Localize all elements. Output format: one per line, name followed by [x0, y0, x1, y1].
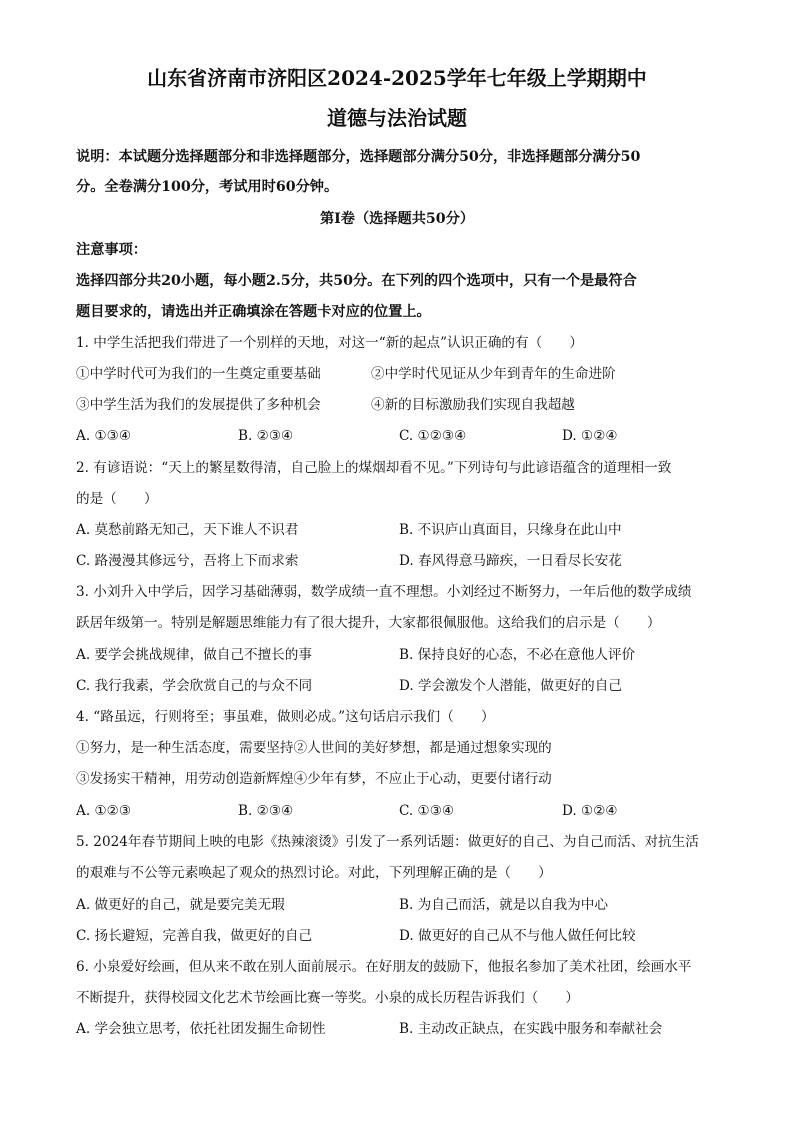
exam-note-line2: 分。全卷满分100分，考试用时60分钟。: [76, 179, 339, 195]
question-2-stem-line2: 的是（ ）: [76, 491, 158, 507]
question-3-option-b[interactable]: B. 保持良好的心态，不必在意他人评价: [399, 647, 636, 663]
question-3-option-a[interactable]: A. 要学会挑战规律，做自己不擅长的事: [76, 647, 312, 663]
question-6-option-a[interactable]: A. 学会独立思考，依托社团发掘生命韧性: [76, 1021, 326, 1037]
question-4-statements-line1: ①努力，是一种生活态度，需要坚持②人世间的美好梦想，都是通过想象实现的: [76, 740, 552, 756]
attention-line2: 题目要求的，请选出并正确填涂在答题卡对应的位置上。: [76, 304, 431, 320]
question-6-stem-line1: 6. 小泉爱好绘画，但从来不敢在别人面前展示。在好朋友的鼓励下，他报名参加了美术社团，绘画水平: [76, 959, 692, 975]
question-1-statement-1: ①中学时代可为我们的一生奠定重要基础: [76, 366, 321, 382]
question-1-statement-3: ③中学生活为我们的发展提供了多种机会: [76, 397, 321, 413]
question-4-option-d[interactable]: D. ①②④: [562, 803, 618, 819]
question-2-option-c[interactable]: C. 路漫漫其修远兮，吾将上下而求索: [76, 553, 299, 569]
question-5-stem-line2: 的艰难与不公等元素唤起了观众的热烈讨论。对此，下列理解正确的是（ ）: [76, 865, 552, 881]
question-2-stem-line1: 2. 有谚语说：“天上的繁星数得清，自己脸上的煤烟却看不见。”下列诗句与此谚语蕴含的道理相一致: [76, 460, 672, 476]
exam-title-line1: 山东省济南市济阳区2024-2025学年七年级上学期期中: [147, 66, 647, 90]
question-4-option-c[interactable]: C. ①③④: [399, 803, 455, 819]
question-5-option-b[interactable]: B. 为自己而活，就是以自我为中心: [399, 897, 608, 913]
question-4-statements-line2: ③发扬实干精神，用劳动创造新辉煌④少年有梦，不应止于心动，更要付诸行动: [76, 771, 552, 787]
question-5-option-c[interactable]: C. 扬长避短，完善自我，做更好的自己: [76, 928, 313, 944]
question-3-stem-line2: 跃居年级第一。特别是解题思维能力有了很大提升，大家都很佩服他。这给我们的启示是（ ）: [76, 615, 661, 631]
question-2-option-a[interactable]: A. 莫愁前路无知己，天下谁人不识君: [76, 522, 299, 538]
question-1-option-d[interactable]: D. ①②④: [562, 428, 618, 444]
section-title: 第Ⅰ卷（选择题共50分）: [319, 211, 475, 227]
question-1-statement-2: ②中学时代见证从少年到青年的生命进阶: [371, 366, 616, 382]
question-2-option-d[interactable]: D. 春风得意马蹄疾，一日看尽长安花: [399, 553, 622, 569]
attention-label: 注意事项：: [76, 242, 147, 258]
question-4-stem: 4. “路虽远，行则将至；事虽难，做则必成。”这句话启示我们（ ）: [76, 709, 495, 725]
exam-title-line2: 道德与法治试题: [327, 106, 467, 130]
question-3-option-c[interactable]: C. 我行我素，学会欣赏自己的与众不同: [76, 678, 313, 694]
question-4-option-b[interactable]: B. ②③④: [238, 803, 294, 819]
question-6-option-b[interactable]: B. 主动改正缺点，在实践中服务和奉献社会: [399, 1021, 663, 1037]
exam-note-line1: 说明：本试题分选择题部分和非选择题部分，选择题部分满分50分，非选择题部分满分50: [76, 149, 641, 165]
question-3-option-d[interactable]: D. 学会激发个人潜能，做更好的自己: [399, 678, 622, 694]
question-2-option-b[interactable]: B. 不识庐山真面目，只缘身在此山中: [399, 522, 622, 538]
question-3-stem-line1: 3. 小刘升入中学后，因学习基础薄弱，数学成绩一直不理想。小刘经过不断努力，一年后他的数学成绩: [76, 584, 692, 600]
question-1-option-a[interactable]: A. ①③④: [76, 428, 132, 444]
question-1-statement-4: ④新的目标激励我们实现自我超越: [371, 397, 575, 413]
question-6-stem-line2: 不断提升，获得校园文化艺术节绘画比赛一等奖。小泉的成长历程告诉我们（ ）: [76, 990, 579, 1006]
question-1-option-c[interactable]: C. ①②③④: [399, 428, 467, 444]
question-4-option-a[interactable]: A. ①②③: [76, 803, 132, 819]
question-5-option-a[interactable]: A. 做更好的自己，就是要完美无瑕: [76, 897, 285, 913]
question-5-stem-line1: 5. 2024年春节期间上映的电影《热辣滚烫》引发了一系列话题：做更好的自己、为自己而活、对抗生活: [76, 834, 699, 850]
question-1-option-b[interactable]: B. ②③④: [238, 428, 294, 444]
question-5-option-d[interactable]: D. 做更好的自己从不与他人做任何比较: [399, 928, 636, 944]
question-1-stem: 1. 中学生活把我们带进了一个别样的天地，对这一“新的起点”认识正确的有（ ）: [76, 335, 583, 351]
attention-line1: 选择四部分共20小题，每小题2.5分，共50分。在下列的四个选项中，只有一个是最符合: [76, 273, 637, 289]
